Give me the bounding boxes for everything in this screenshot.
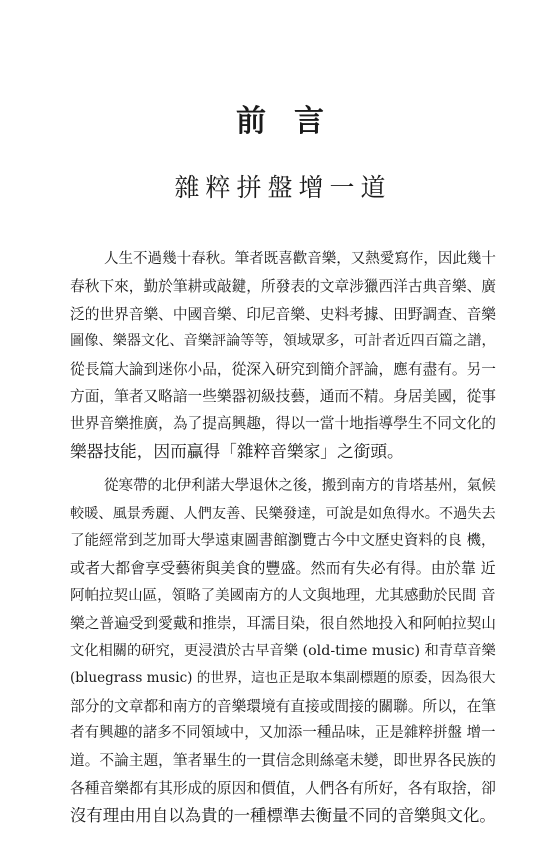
text-line: 泛的世界音樂、中國音樂、印尼音樂、史料考據、田野調查、音樂 (70, 305, 496, 323)
text-line: 文化相關的研究，更浸潰於古早音樂 (old-time music) 和青草音樂 (70, 642, 496, 659)
text-line: 部分的文章都和南方的音樂環境有直接或間接的關聯。所以，在筆 (70, 697, 496, 715)
text-line: 道。不論主題，筆者畢生的一貫信念則絲毫未變，即世界各民族的 (70, 752, 496, 770)
text-line: 從寒帶的北伊利諾大學退休之後，搬到南方的肯塔基州，氣候 (104, 478, 496, 495)
paragraph-1 (70, 246, 498, 465)
page-subtitle: 雜粹拼盤增一道 (174, 173, 392, 202)
text-line: 沒有理由用自以為貴的一種標準去衡量不同的音樂與文化。 (70, 806, 496, 826)
text-line: (bluegrass music) 的世界，這也正是取本集副標題的原委，因為很大 (70, 670, 496, 687)
text-line: 各種音樂都有其形成的原因和價值，人們各有所好，各有取捨，卻 (70, 779, 496, 797)
text-line: 阿帕拉契山區，領略了美國南方的人文與地理，尤其感動於民間 音 (70, 587, 496, 604)
paragraph-2 (70, 473, 498, 829)
text-line: 春秋下來，勤於筆耕或敲鍵，所發表的文章涉獵西洋古典音樂、廣 (70, 278, 496, 296)
text-line: 了能經常到芝加哥大學遠東圖書館瀏覽古今中文歷史資料的良 機， (70, 533, 496, 550)
text-line: 圖像、樂器文化、音樂評論等等，領域眾多，可計者近四百篇之譜， (70, 333, 496, 350)
text-line: 或者大都會享受藝術與美食的豐盛。然而有失必有得。由於靠 近 (70, 559, 496, 578)
text-line: 人生不過幾十春秋。筆者既喜歡音樂，又熱愛寫作，因此幾十 (104, 251, 496, 267)
page-title: 前言 (236, 104, 352, 139)
text-line: 者有興趣的諸多不同領域中，又加添一種品味，正是雜粹拼盤 增一 (70, 724, 496, 741)
text-line: 從長篇大論到迷你小品，從深入研究到簡介評論，應有盡有。另一 (70, 360, 496, 378)
body-text (70, 246, 498, 830)
text-line: 較暖、風景秀麗、人們友善、民樂發達，可說是如魚得水。不過失去 (70, 505, 496, 522)
text-line: 方面，筆者又略諳一些樂器初級技藝，通而不精。身居美國，從事 (70, 388, 496, 406)
text-line: 樂器技能，因而贏得「雜粹音樂家」之銜頭。 (70, 440, 404, 461)
text-line: 世界音樂推廣，為了提高興趣，得以一當十地指導學生不同文化的 (70, 415, 496, 433)
text-line: 樂之普遍受到愛戴和推崇，耳濡目染，很自然地投入和阿帕拉契山 (70, 615, 496, 633)
